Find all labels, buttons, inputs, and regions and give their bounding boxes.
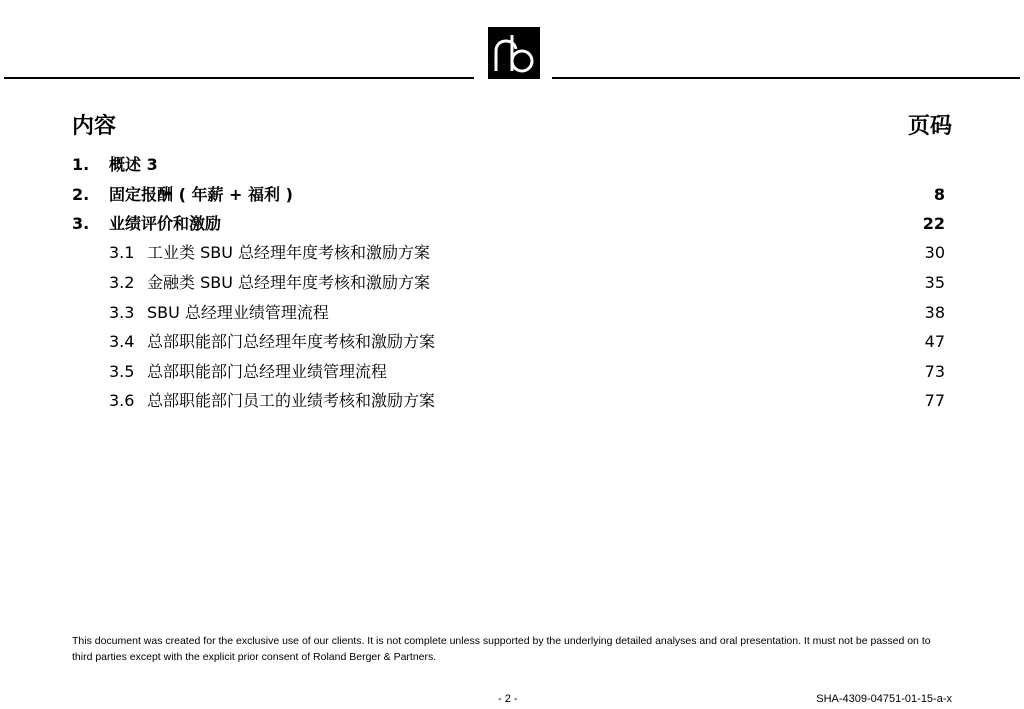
- toc-subentry[interactable]: [0, 386, 1024, 416]
- toc-subentry-number: 3.4: [109, 332, 135, 351]
- toc-subentry-label: 总部职能部门员工的业绩考核和激励方案: [147, 391, 436, 410]
- toc-entry-label: 业绩评价和激励: [109, 214, 222, 233]
- toc-entry[interactable]: [0, 180, 1024, 210]
- toc-subentry-page: 73: [924, 362, 945, 381]
- toc-subentry-number: 3.5: [109, 362, 135, 381]
- toc-subentry[interactable]: [0, 298, 1024, 328]
- toc-entry-page: 8: [933, 185, 945, 204]
- toc-subentry-label: 总部职能部门总经理年度考核和激励方案: [147, 332, 436, 351]
- toc-subentry-label: SBU 总经理业绩管理流程: [147, 303, 329, 322]
- toc-subentry-label: 总部职能部门总经理业绩管理流程: [147, 362, 388, 381]
- header-rule-left: [4, 77, 474, 79]
- rb-logo: [488, 27, 540, 79]
- page-column-header: 页码: [907, 114, 952, 139]
- toc-title: 内容: [72, 114, 117, 139]
- confidentiality-disclaimer: This document was created for the exclusive use of our clients. It is not complete unless supported by the underlying detailed analyses and oral presentation. It must not be passed on to third parties except with the explicit prior consent of Roland Berger & Partners.: [72, 635, 931, 663]
- toc-entry[interactable]: [0, 150, 1024, 180]
- toc-subentry-number: 3.2: [109, 273, 135, 292]
- toc-subentry-page: 38: [924, 303, 945, 322]
- toc-entry-page: 22: [922, 214, 945, 233]
- document-code: SHA-4309-04751-01-15-a-x: [816, 693, 952, 705]
- header-rule-right: [552, 77, 1020, 79]
- toc-subentry-page: 30: [924, 243, 945, 262]
- toc-subentry-label: 工业类 SBU 总经理年度考核和激励方案: [147, 243, 431, 262]
- toc-subentry[interactable]: [0, 268, 1024, 298]
- toc-entry-number: 3.: [72, 214, 90, 233]
- toc-entry-number: 2.: [72, 185, 90, 204]
- page-number: - 2 -: [498, 693, 518, 705]
- toc-subentry[interactable]: [0, 327, 1024, 357]
- toc-subentry-page: 47: [924, 332, 945, 351]
- toc-subentry-number: 3.6: [109, 391, 135, 410]
- toc-subentry[interactable]: [0, 238, 1024, 268]
- toc-entry-number: 1.: [72, 155, 90, 174]
- toc-subentry-page: 77: [924, 391, 945, 410]
- toc-entry-label: 固定报酬 ( 年薪 + 福利 ): [109, 185, 293, 204]
- toc-subentry-page: 35: [924, 273, 945, 292]
- toc-subentry-number: 3.1: [109, 243, 135, 262]
- toc-entry[interactable]: [0, 209, 1024, 239]
- toc-subentry-label: 金融类 SBU 总经理年度考核和激励方案: [147, 273, 431, 292]
- toc-subentry-number: 3.3: [109, 303, 135, 322]
- toc-entry-label: 概述 3: [109, 155, 158, 174]
- toc-subentry[interactable]: [0, 357, 1024, 387]
